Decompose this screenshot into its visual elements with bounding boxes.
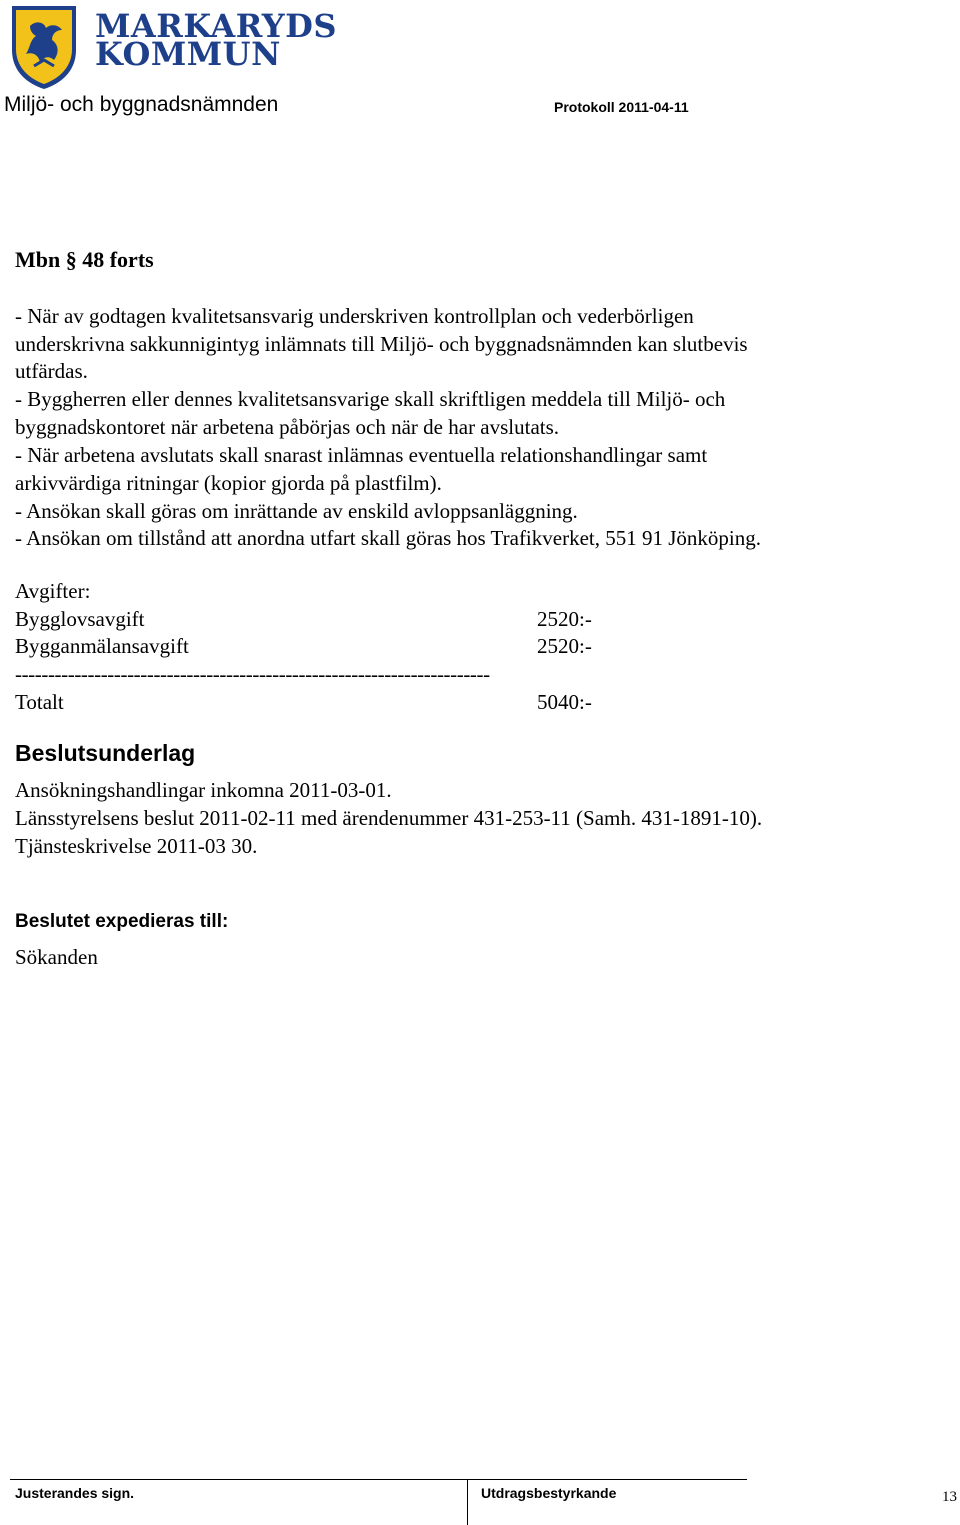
footer-divider: [10, 1479, 747, 1480]
logo-text-line1: MARKARYDS: [95, 7, 337, 45]
condition-line: - När arbetena avslutats skall snarast inlämnas eventuella relationshandlingar samt: [15, 443, 708, 467]
dispatch-heading: Beslutet expedieras till:: [15, 911, 229, 932]
condition-line: - Ansökan skall göras om inrättande av enskild avloppsanläggning.: [15, 499, 578, 523]
footer-column-divider: [467, 1479, 468, 1525]
section-title: Mbn § 48 forts: [15, 247, 154, 272]
footer-signature-label: Justerandes sign.: [15, 1485, 135, 1501]
logo-text-line2: KOMMUN: [95, 35, 281, 73]
fee-total-amount: 5040:-: [537, 690, 592, 714]
basis-line: Länsstyrelsens beslut 2011-02-11 med ärendenummer 431-253-11 (Samh. 431-1891-10).: [15, 806, 763, 830]
condition-line: - När av godtagen kvalitetsansvarig underskriven kontrollplan och vederbörligen: [15, 304, 694, 328]
condition-line: - Byggherren eller dennes kvalitetsansvarige skall skriftligen meddela till Miljö- och: [15, 387, 726, 411]
fee-amount: 2520:-: [537, 607, 592, 631]
fee-total-label: Totalt: [15, 690, 64, 714]
fee-divider: ------------------------------------------------------------------------: [15, 662, 490, 686]
condition-line: - Ansökan om tillstånd att anordna utfart skall göras hos Trafikverket, 551 91 Jönköping.: [15, 526, 761, 550]
municipality-logo: [10, 4, 337, 90]
footer-certification-label: Utdragsbestyrkande: [481, 1485, 617, 1501]
protocol-date: Protokoll 2011-04-11: [554, 99, 689, 115]
dispatch-recipient: Sökanden: [15, 945, 98, 969]
condition-line: underskrivna sakkunnigintyg inlämnats till Miljö- och byggnadsnämnden kan slutbevis: [15, 332, 748, 356]
basis-line: Tjänsteskrivelse 2011-03 30.: [15, 834, 258, 858]
committee-name: Miljö- och byggnadsnämnden: [4, 93, 279, 116]
fee-label: Bygganmälansavgift: [15, 634, 189, 658]
fees-heading: Avgifter:: [15, 579, 91, 603]
condition-line: byggnadskontoret när arbetena påbörjas och när de har avslutats.: [15, 415, 560, 439]
condition-line: utfärdas.: [15, 359, 88, 383]
fee-amount: 2520:-: [537, 634, 592, 658]
coat-of-arms-icon: [10, 4, 78, 90]
basis-heading: Beslutsunderlag: [15, 740, 196, 766]
page-number: 13: [942, 1489, 957, 1505]
fee-label: Bygglovsavgift: [15, 607, 145, 631]
condition-line: arkivvärdiga ritningar (kopior gjorda på plastfilm).: [15, 471, 442, 495]
basis-line: Ansökningshandlingar inkomna 2011-03-01.: [15, 778, 392, 802]
